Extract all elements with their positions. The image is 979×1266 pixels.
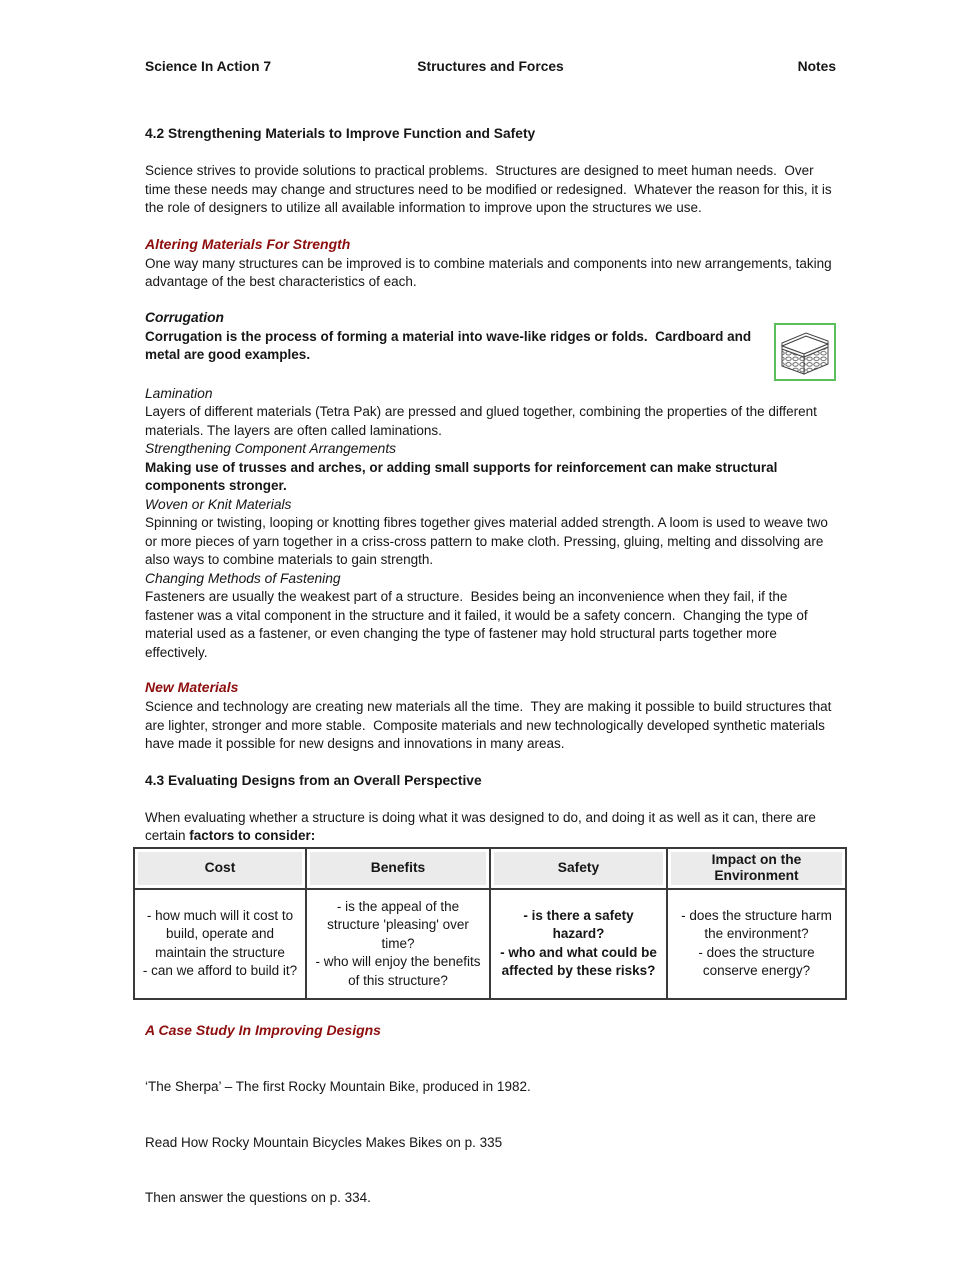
methods-stack bbox=[145, 385, 836, 663]
section-4-3-title: 4.3 Evaluating Designs from an Overall Perspective bbox=[145, 772, 482, 788]
new-materials-body: Science and technology are creating new materials all the time. They are making it possible to build structures that are lighter, stronger and more stable. Composite materials and new technologically developed synthetic materials have made it possible for new designs and innovations in many areas. bbox=[145, 699, 836, 751]
column-header-safety bbox=[490, 848, 667, 889]
cost-cell bbox=[134, 889, 306, 1000]
benefits-header-label: Benefits bbox=[310, 852, 486, 885]
altering-materials-body: One way many structures can be improved is to combine materials and components into new arrangements, taking advantage of the best characteristics of each. bbox=[145, 255, 836, 289]
section-4-2-intro: Science strives to provide solutions to practical problems. Structures are designed to meet human needs. Over time these needs may change and structures need to be modified or redesigned. Whatever the reason for this, it is the role of designers to utilize all available information to improve upon the structures we use. bbox=[145, 163, 836, 215]
component-arrangements-body: Making use of trusses and arches, or adding small supports for reinforcement can make structural components stronger. bbox=[145, 459, 782, 493]
section-4-2-title: 4.2 Strengthening Materials to Improve Function and Safety bbox=[145, 126, 536, 141]
lamination-body: Layers of different materials (Tetra Pak) are pressed and glued together, combining the properties of the different materials. The layers are often called laminations. bbox=[145, 404, 821, 438]
case-study-lines bbox=[145, 1041, 836, 1245]
intro-text: When evaluating whether a structure is doing what it was designed to do, and doing it as well as it can, there are certain bbox=[145, 809, 820, 843]
safety-cell bbox=[490, 889, 667, 1000]
new-materials-block bbox=[145, 679, 836, 754]
impact-cell bbox=[667, 889, 846, 1000]
new-materials-heading: New Materials bbox=[145, 679, 239, 695]
corrugated-cardboard-icon bbox=[778, 328, 832, 376]
fastening-body: Fasteners are usually the weakest part of a structure. Besides being an inconvenience when they fail, if the fastener was a vital component in the structure and it failed, it would be a safety concern. Changing the type of material used as a fastener, or even changing the type of fastener may hold structural parts together more effectively. bbox=[145, 589, 812, 660]
woven-knit-body: Spinning or twisting, looping or knotting fibres together gives material added strength. A loom is used to weave two or more pieces of yarn together in a criss-cross pattern to make cloth. Pressing, gluing, melting and dissolving are also ways to combine materials to gain strength. bbox=[145, 515, 832, 567]
case-study-block bbox=[145, 1022, 836, 1245]
section-4-3-intro bbox=[145, 809, 836, 846]
case-study-line-3: Then answer the questions on p. 334. bbox=[145, 1190, 371, 1205]
case-study-line-1: ‘The Sherpa’ – The first Rocky Mountain Bike, produced in 1982. bbox=[145, 1079, 531, 1094]
header-course-title: Science In Action 7 bbox=[145, 59, 271, 74]
safety-bullet-1: - is there a safety hazard? bbox=[523, 907, 634, 942]
factors-table-body-row bbox=[134, 889, 846, 1000]
case-study-line-2: Read How Rocky Mountain Bicycles Makes Bikes on p. 335 bbox=[145, 1134, 503, 1150]
column-header-cost bbox=[134, 848, 306, 889]
header-unit-title: Structures and Forces bbox=[417, 59, 564, 74]
factors-table-header-row bbox=[134, 848, 846, 889]
woven-knit-heading: Woven or Knit Materials bbox=[145, 496, 292, 512]
cost-bullet-1: - how much will it cost to build, operate and maintain the structure bbox=[146, 907, 294, 960]
cost-header-label: Cost bbox=[138, 852, 302, 885]
benefits-bullet-2: - who will enjoy the benefits of this structure? bbox=[315, 954, 481, 988]
factors-table bbox=[133, 847, 847, 1001]
benefits-cell bbox=[306, 889, 490, 1000]
benefits-bullet-1: - is the appeal of the structure 'pleasing' over time? bbox=[327, 898, 469, 951]
document-header bbox=[145, 59, 836, 75]
safety-bullet-2: - who and what could be affected by these risks? bbox=[500, 944, 657, 979]
altering-materials-heading: Altering Materials For Strength bbox=[145, 235, 351, 252]
corrugation-block bbox=[145, 309, 836, 365]
case-study-heading: A Case Study In Improving Designs bbox=[145, 1022, 381, 1038]
column-header-benefits bbox=[306, 848, 490, 889]
column-header-impact bbox=[667, 848, 846, 889]
corrugated-cardboard-image bbox=[774, 323, 836, 381]
lamination-heading: Lamination bbox=[145, 385, 213, 401]
corrugation-heading: Corrugation bbox=[145, 309, 224, 325]
factors-to-consider-label: factors to consider: bbox=[189, 828, 316, 843]
impact-bullet-2: - does the structure conserve energy? bbox=[698, 944, 815, 979]
impact-bullet-1: - does the structure harm the environment? bbox=[681, 907, 832, 942]
corrugation-body: Corrugation is the process of forming a material into wave-like ridges or folds. Cardboard and metal are good examples. bbox=[145, 328, 755, 362]
component-arrangements-heading: Strengthening Component Arrangements bbox=[145, 441, 397, 456]
safety-header-label: Safety bbox=[494, 852, 663, 885]
header-notes-label: Notes bbox=[797, 59, 836, 74]
cost-bullet-2: - can we afford to build it? bbox=[142, 963, 298, 979]
impact-header-label: Impact on the Environment bbox=[671, 852, 842, 885]
fastening-heading: Changing Methods of Fastening bbox=[145, 570, 341, 586]
